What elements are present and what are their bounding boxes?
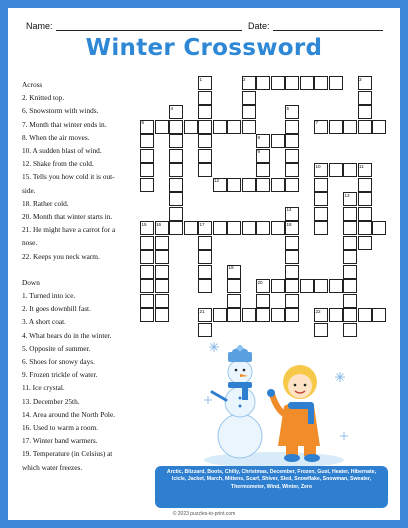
clue-number: 3 bbox=[359, 76, 362, 82]
across-clue: 10. A sudden blast of wind. bbox=[22, 146, 102, 156]
down-clue: 1. Turned into ice. bbox=[22, 291, 76, 301]
crossword-cell[interactable] bbox=[285, 149, 299, 163]
crossword-cell[interactable] bbox=[271, 308, 285, 322]
crossword-cell[interactable] bbox=[169, 178, 183, 192]
clue-number: 6 bbox=[141, 120, 145, 125]
crossword-cell[interactable] bbox=[329, 279, 343, 293]
crossword-cell[interactable] bbox=[140, 163, 154, 177]
down-clue: 4. What bears do in the winter. bbox=[22, 330, 112, 340]
clue-number: 12 bbox=[214, 178, 220, 183]
name-label: Name: bbox=[26, 21, 53, 31]
crossword-cell[interactable] bbox=[285, 76, 299, 90]
crossword-cell[interactable] bbox=[242, 120, 256, 134]
date-label: Date: bbox=[248, 21, 270, 31]
crossword-cell[interactable] bbox=[242, 308, 256, 322]
crossword-cell[interactable] bbox=[372, 120, 386, 134]
crossword-cell[interactable] bbox=[227, 279, 241, 293]
crossword-cell[interactable] bbox=[343, 294, 357, 308]
across-heading: Across bbox=[22, 80, 43, 89]
crossword-cell[interactable] bbox=[358, 105, 372, 119]
crossword-cell[interactable] bbox=[329, 120, 343, 134]
crossword-cell[interactable] bbox=[285, 178, 299, 192]
down-clue: 2. It goes downhill fast. bbox=[22, 304, 91, 314]
crossword-cell[interactable] bbox=[140, 294, 154, 308]
down-clue: 19. Temperature (in Celsius) at bbox=[22, 449, 113, 459]
down-clue: 3. A short coat. bbox=[22, 317, 66, 327]
crossword-cell[interactable] bbox=[169, 134, 183, 148]
crossword-cell[interactable] bbox=[213, 120, 227, 134]
snowman-child-illustration bbox=[204, 336, 354, 468]
crossword-cell[interactable] bbox=[169, 207, 183, 221]
crossword-cell[interactable] bbox=[155, 279, 169, 293]
crossword-cell[interactable] bbox=[140, 236, 154, 250]
crossword-cell[interactable] bbox=[329, 163, 343, 177]
clue-number: 17 bbox=[199, 221, 205, 227]
crossword-cell[interactable] bbox=[140, 279, 154, 293]
clue-number: 1 bbox=[199, 76, 203, 82]
crossword-cell[interactable] bbox=[314, 279, 328, 293]
crossword-cell[interactable] bbox=[358, 236, 372, 250]
crossword-grid bbox=[8, 8, 400, 338]
word-bank: Arctic, Blizzard, Boots, Chilly, Christmas, December, Frozen, Gust, Heater, Hibernate, Icicle, Jacket, March, Mittens, Scarf, Shiver, Sled, Snowflake, Snowman, Sweater, Thermometer, Wind, Winter, Zero bbox=[155, 466, 388, 508]
across-clue: 12. Shake from the cold. bbox=[22, 159, 94, 169]
across-clue: 2. Knitted top. bbox=[22, 93, 65, 103]
worksheet-page bbox=[8, 8, 400, 520]
crossword-cell[interactable] bbox=[242, 91, 256, 105]
child-in-winter-suit bbox=[267, 365, 320, 462]
clue-number: 16 bbox=[156, 221, 162, 227]
crossword-cell[interactable] bbox=[285, 308, 299, 322]
crossword-cell[interactable] bbox=[198, 91, 212, 105]
crossword-cell[interactable] bbox=[285, 120, 299, 134]
crossword-cell[interactable] bbox=[155, 120, 169, 134]
clue-number: 22 bbox=[315, 308, 321, 314]
crossword-cell[interactable] bbox=[329, 308, 343, 322]
crossword-cell[interactable] bbox=[256, 178, 270, 192]
crossword-cell[interactable] bbox=[256, 221, 270, 235]
crossword-cell[interactable] bbox=[140, 178, 154, 192]
crossword-cell[interactable] bbox=[198, 279, 212, 293]
crossword-cell[interactable] bbox=[343, 221, 357, 235]
across-clue: nose. bbox=[22, 238, 38, 248]
crossword-cell[interactable] bbox=[372, 308, 386, 322]
crossword-cell[interactable] bbox=[256, 76, 270, 90]
across-clue: 6. Snowstorm with winds. bbox=[22, 106, 99, 116]
crossword-cell[interactable] bbox=[285, 163, 299, 177]
across-clue: 15. Tells you how cold it is out- bbox=[22, 172, 115, 182]
down-clue: 9. Frozen trickle of water. bbox=[22, 370, 98, 380]
crossword-cell[interactable] bbox=[271, 221, 285, 235]
crossword-cell[interactable] bbox=[227, 178, 241, 192]
clue-number: 11 bbox=[359, 163, 364, 169]
crossword-cell[interactable] bbox=[271, 76, 285, 90]
crossword-cell[interactable] bbox=[300, 279, 314, 293]
clue-number: 10 bbox=[315, 163, 321, 169]
crossword-cell[interactable] bbox=[242, 221, 256, 235]
crossword-cell[interactable] bbox=[358, 192, 372, 206]
crossword-cell[interactable] bbox=[314, 207, 328, 221]
crossword-cell[interactable] bbox=[314, 178, 328, 192]
crossword-cell[interactable] bbox=[285, 294, 299, 308]
crossword-cell[interactable] bbox=[358, 221, 372, 235]
page-title: Winter Crossword bbox=[85, 35, 323, 61]
crossword-cell[interactable] bbox=[256, 294, 270, 308]
clue-number: 14 bbox=[286, 207, 292, 212]
crossword-cell[interactable] bbox=[314, 192, 328, 206]
crossword-cell[interactable] bbox=[184, 120, 198, 134]
crossword-cell[interactable] bbox=[314, 76, 328, 90]
crossword-cell[interactable] bbox=[300, 76, 314, 90]
crossword-cell[interactable] bbox=[358, 308, 372, 322]
crossword-cell[interactable] bbox=[227, 294, 241, 308]
crossword-cell[interactable] bbox=[343, 236, 357, 250]
clue-number: 9 bbox=[257, 149, 261, 154]
crossword-cell[interactable] bbox=[198, 236, 212, 250]
crossword-cell[interactable] bbox=[343, 308, 357, 322]
crossword-cell[interactable] bbox=[358, 207, 372, 221]
down-clue: 16. Used to warm a room. bbox=[22, 423, 98, 433]
across-clue: 20. Month that winter starts in. bbox=[22, 212, 113, 222]
clue-number: 19 bbox=[228, 265, 234, 270]
crossword-cell[interactable] bbox=[329, 76, 343, 90]
crossword-cell[interactable] bbox=[155, 236, 169, 250]
crossword-cell[interactable] bbox=[343, 207, 357, 221]
crossword-cell[interactable] bbox=[242, 105, 256, 119]
crossword-cell[interactable] bbox=[169, 120, 183, 134]
clue-number: 21 bbox=[199, 308, 205, 314]
crossword-cell[interactable] bbox=[213, 221, 227, 235]
crossword-cell[interactable] bbox=[227, 120, 241, 134]
crossword-cell[interactable] bbox=[343, 323, 357, 337]
crossword-cell[interactable] bbox=[358, 120, 372, 134]
crossword-cell[interactable] bbox=[285, 236, 299, 250]
crossword-cell[interactable] bbox=[140, 250, 154, 264]
crossword-cell[interactable] bbox=[184, 221, 198, 235]
crossword-cell[interactable] bbox=[213, 308, 227, 322]
crossword-cell[interactable] bbox=[198, 120, 212, 134]
crossword-cell[interactable] bbox=[343, 163, 357, 177]
crossword-cell[interactable] bbox=[271, 178, 285, 192]
clue-number: 8 bbox=[257, 134, 261, 140]
crossword-cell[interactable] bbox=[372, 221, 386, 235]
down-clue: 13. December 25th. bbox=[22, 396, 80, 406]
crossword-cell[interactable] bbox=[285, 134, 299, 148]
crossword-cell[interactable] bbox=[198, 105, 212, 119]
crossword-cell[interactable] bbox=[198, 323, 212, 337]
crossword-cell[interactable] bbox=[314, 323, 328, 337]
crossword-cell[interactable] bbox=[198, 163, 212, 177]
crossword-cell[interactable] bbox=[169, 149, 183, 163]
down-clue: which water freezes. bbox=[22, 462, 83, 472]
clue-number: 20 bbox=[257, 279, 263, 285]
crossword-cell[interactable] bbox=[169, 192, 183, 206]
crossword-cell[interactable] bbox=[271, 134, 285, 148]
crossword-cell[interactable] bbox=[169, 163, 183, 177]
down-clue: 6. Shoes for snowy days. bbox=[22, 357, 95, 367]
crossword-cell[interactable] bbox=[169, 221, 183, 235]
across-clue: 22. Keeps you neck warm. bbox=[22, 251, 100, 261]
crossword-cell[interactable] bbox=[155, 265, 169, 279]
crossword-cell[interactable] bbox=[343, 265, 357, 279]
clue-number: 2 bbox=[243, 76, 246, 82]
crossword-cell[interactable] bbox=[155, 294, 169, 308]
crossword-cell[interactable] bbox=[198, 149, 212, 163]
across-clue: side. bbox=[22, 185, 36, 195]
crossword-cell[interactable] bbox=[285, 250, 299, 264]
clue-number: 18 bbox=[286, 221, 292, 227]
crossword-cell[interactable] bbox=[256, 308, 270, 322]
crossword-cell[interactable] bbox=[198, 134, 212, 148]
clue-number: 4 bbox=[170, 105, 174, 111]
snowman bbox=[212, 345, 262, 458]
down-heading: Down bbox=[22, 277, 40, 287]
clue-number: 5 bbox=[286, 105, 290, 111]
crossword-cell[interactable] bbox=[285, 279, 299, 293]
crossword-cell[interactable] bbox=[198, 250, 212, 264]
crossword-cell[interactable] bbox=[271, 279, 285, 293]
copyright-footer: © 2023 puzzles-to-print.com bbox=[172, 511, 236, 517]
crossword-cell[interactable] bbox=[314, 221, 328, 235]
down-clue: 14. Area around the North Pole. bbox=[22, 409, 116, 419]
down-clue: 17. Winter band warmers. bbox=[22, 436, 98, 446]
down-clue: 5. Opposite of summer. bbox=[22, 343, 91, 353]
across-clue: 8. When the air moves. bbox=[22, 132, 90, 142]
crossword-cell[interactable] bbox=[343, 250, 357, 264]
crossword-cell[interactable] bbox=[155, 308, 169, 322]
crossword-cell[interactable] bbox=[155, 250, 169, 264]
crossword-cell[interactable] bbox=[343, 120, 357, 134]
crossword-cell[interactable] bbox=[198, 265, 212, 279]
across-clue: 18. Rather cold. bbox=[22, 198, 69, 208]
down-clue: 11. Ice crystal. bbox=[22, 383, 65, 393]
clue-number: 13 bbox=[344, 192, 350, 198]
crossword-cell[interactable] bbox=[343, 279, 357, 293]
crossword-cell[interactable] bbox=[358, 91, 372, 105]
crossword-cell[interactable] bbox=[140, 308, 154, 322]
crossword-cell[interactable] bbox=[358, 178, 372, 192]
across-clue: 21. He might have a carrot for a bbox=[22, 225, 116, 235]
crossword-cell[interactable] bbox=[285, 265, 299, 279]
across-clue: 7. Month that winter ends in. bbox=[22, 119, 107, 129]
crossword-cell[interactable] bbox=[227, 308, 241, 322]
crossword-cell[interactable] bbox=[140, 134, 154, 148]
crossword-cell[interactable] bbox=[256, 163, 270, 177]
clue-number: 15 bbox=[141, 221, 147, 227]
crossword-cell[interactable] bbox=[242, 178, 256, 192]
crossword-cell[interactable] bbox=[140, 265, 154, 279]
clue-number: 7 bbox=[315, 120, 319, 125]
crossword-cell[interactable] bbox=[140, 149, 154, 163]
crossword-cell[interactable] bbox=[227, 221, 241, 235]
